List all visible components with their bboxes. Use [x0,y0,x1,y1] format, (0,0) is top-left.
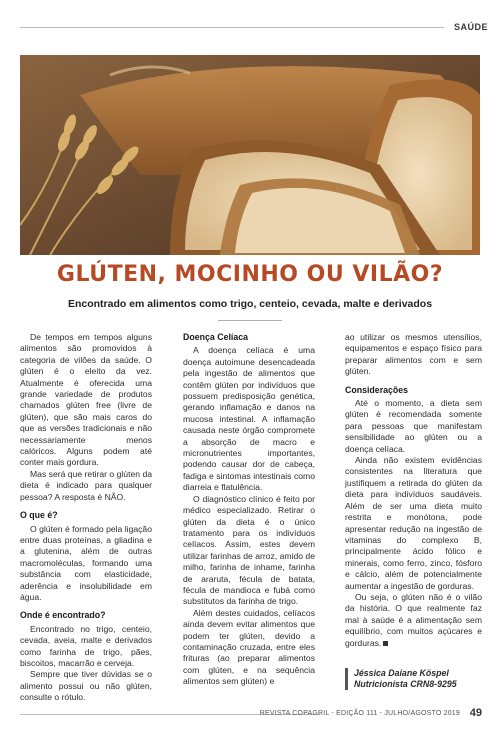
section-heading-considerations: Considerações [345,384,409,395]
magazine-edition: REVISTA COPAGRIL - EDIÇÃO 111 - JULHO/AGOSTO 2019 [259,710,460,717]
final-text: Ou seja, o glúten não é o vilão da história. O que realmente faz mal à saúde é a alimentação sem equilíbrio, com muitos açúcares e gorduras. [345,591,482,648]
paragraph: O diagnóstico clínico é feito por médico especializado. Retirar o glúten da dieta é o único tratamento para os indivíduos celíacos. Assim, estes devem utilizar farinhas de arroz, amido de milho, farinha de inhame, farinha de araruta, fécula de batata, fécula de mandioca e fubá como substitutos da farinha de trigo. [183,493,315,607]
hero-image-bread [20,55,480,255]
page-number: 49 [469,707,482,719]
page-footer [20,708,482,724]
bread-illustration [20,55,480,255]
paragraph: A doença celíaca é uma doença autoimune desencadeada pela ingestão de alimentos que contêm glúten por indivíduos que possuem predisposição genética, gerando inflamação e danos na mucosa intestinal. A inflamação causada neste órgão compromete a absorção de macro e micronutrientes importantes, podendo causar dor de cabeça, fadiga e sintomas intestinais como diarreia e flatulência. [183,345,315,493]
header-rule [20,27,444,28]
section-heading-celiac-disease: Doença Celíaca [183,332,249,342]
author-signature [345,668,491,690]
paragraph: Mas será que retirar o glúten da dieta é indicado para qualquer pessoa? A resposta é NÃO. [20,468,152,502]
paragraph: De tempos em tempos alguns alimentos são promovidos à categoria de vilões da saúde. O glúten é o eleito da vez. Atualmente é oferecida uma grande variedade de produtos chamados glúten free (livre de glúten), que são mais caros do que as versões tradicionais e não necessariamente menos calóricos. Alguns podem até conter mais gordura. [20,332,152,468]
paragraph: Além destes cuidados, celíacos ainda devem evitar alimentos que podem ter glúten, devido a contaminação cruzada, entre eles frituras (ao preparar alimentos com glúten, e na sequência alimentos sem glúten) e [183,607,315,687]
page-header [20,22,488,38]
author-name: Jéssica Daiane Köspel [354,668,449,678]
paragraph: O glúten é formado pela ligação entre duas proteínas, a gliadina e a glutenina, além de outras macromoléculas, formando uma substância com elasticidade, aderência e insolubilidade em água. [20,523,152,602]
paragraph-final [345,592,482,649]
author-title: Nutricionista CRN8-9295 [354,679,457,689]
article-headline: GLÚTEN, MOCINHO OU VILÃO? [56,262,444,287]
paragraph: Encontrado no trigo, centeio, cevada, aveia, malte e derivados como farinha de trigo, pães, biscoitos, macarrão e cerveja. [20,623,152,668]
paragraph: Ainda não existem evidências consistentes na literatura que justifiquem a retirada do glúten da dieta para indivíduos saudáveis. Além de ser uma dieta muito restrita e monótona, pode apresentar redução na ingestão de vitaminas do complexo B, principalmente ácido fólico e minerais, como ferro, zinco, fósforo e cálcio, além de potencialmente aumentar a ingestão de gorduras. [345,455,482,591]
section-label: SAÚDE [453,22,488,32]
paragraph: Até o momento, a dieta sem glúten é recomendada somente para pessoas que manifestam sensibilidade ao glúten ou a doença celíaca. [345,398,482,454]
section-heading-what-is: O que é? [20,510,58,521]
article-subheadline: Encontrado em alimentos como trigo, centeio, cevada, malte e derivados [67,298,433,310]
paragraph: Sempre que tiver dúvidas se o alimento possui ou não glúten, consulte o rótulo. [20,669,152,703]
end-of-article-mark [383,641,388,646]
section-heading-where-found: Onde é encontrado? [20,610,106,621]
column-1 [20,332,152,704]
paragraph: ao utilizar os mesmos utensílios, equipamentos e espaço físico para preparar alimentos com e sem glúten. [345,332,482,377]
column-2 [183,332,315,688]
title-divider [218,320,282,321]
column-3 [345,332,482,649]
